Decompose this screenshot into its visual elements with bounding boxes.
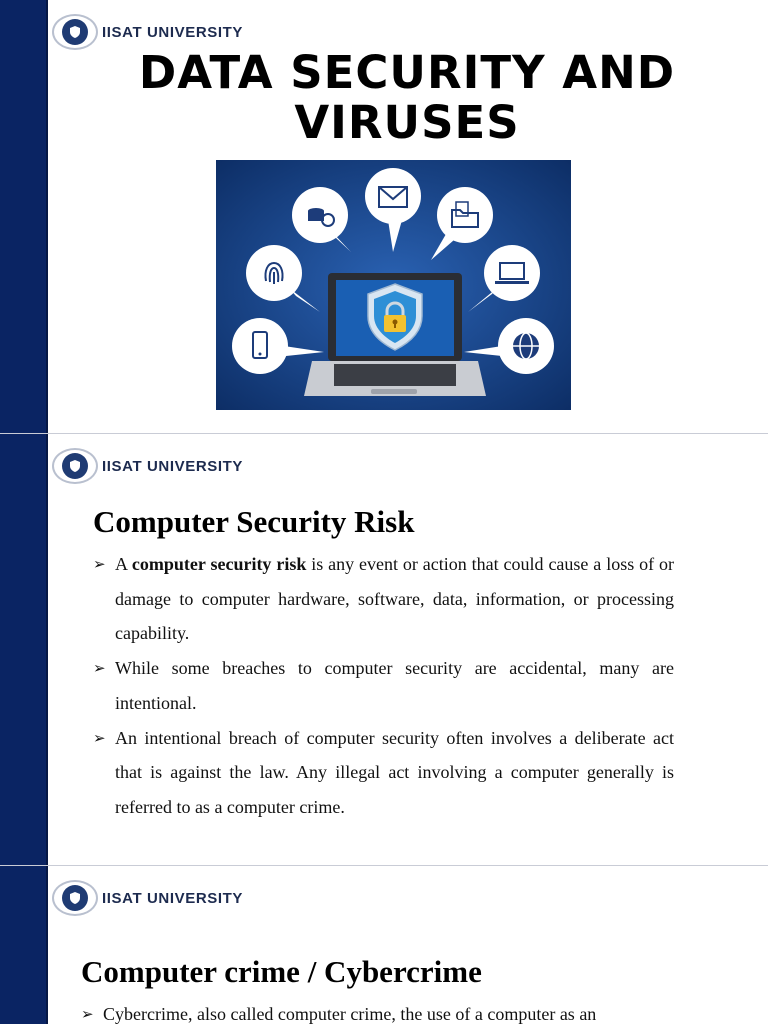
arrow-bullet-icon: ➢	[81, 1005, 94, 1023]
logo-text: IISAT UNIVERSITY	[102, 23, 244, 41]
emphasis-term: computer security risk	[131, 554, 307, 574]
arrow-bullet-icon: ➢	[93, 659, 106, 678]
slide-security-risk	[0, 434, 768, 865]
university-logo	[52, 448, 243, 484]
list-item: ➢ While some breaches to computer security are accidental, many are intentional.	[93, 651, 674, 720]
seal-icon	[52, 448, 98, 484]
logo-text: IISAT UNIVERSITY	[102, 889, 244, 907]
sidebar-bar	[0, 434, 48, 865]
slide-cybercrime	[0, 866, 768, 1024]
university-logo	[52, 880, 243, 916]
arrow-bullet-icon: ➢	[93, 728, 106, 747]
seal-icon	[52, 14, 98, 50]
university-logo	[52, 14, 243, 50]
list-item: ➢ An intentional breach of computer security often involves a deliberate act that is against the law. Any illegal act involving a computer generally is referred to as a computer crime.	[93, 721, 674, 825]
bullet-list	[93, 547, 674, 825]
arrow-bullet-icon: ➢	[93, 555, 106, 573]
sidebar-bar	[0, 0, 48, 433]
slide-title	[0, 0, 768, 433]
page-title: DATA SECURITY AND VIRUSES	[138, 46, 676, 149]
security-illustration	[216, 160, 571, 410]
list-item: ➢ A computer security risk is any event or action that could cause a loss of or damage to computer hardware, software, data, information, or processing capability.	[93, 547, 674, 651]
list-item: ➢ Cybercrime, also called computer crime, the use of a computer as an	[81, 997, 666, 1024]
bullet-list	[81, 997, 666, 1024]
sidebar-bar	[0, 866, 48, 1024]
section-heading: Computer crime / Cybercrime	[81, 954, 482, 989]
logo-text: IISAT UNIVERSITY	[102, 457, 244, 475]
seal-icon	[52, 880, 98, 916]
section-heading: Computer Security Risk	[93, 504, 415, 539]
